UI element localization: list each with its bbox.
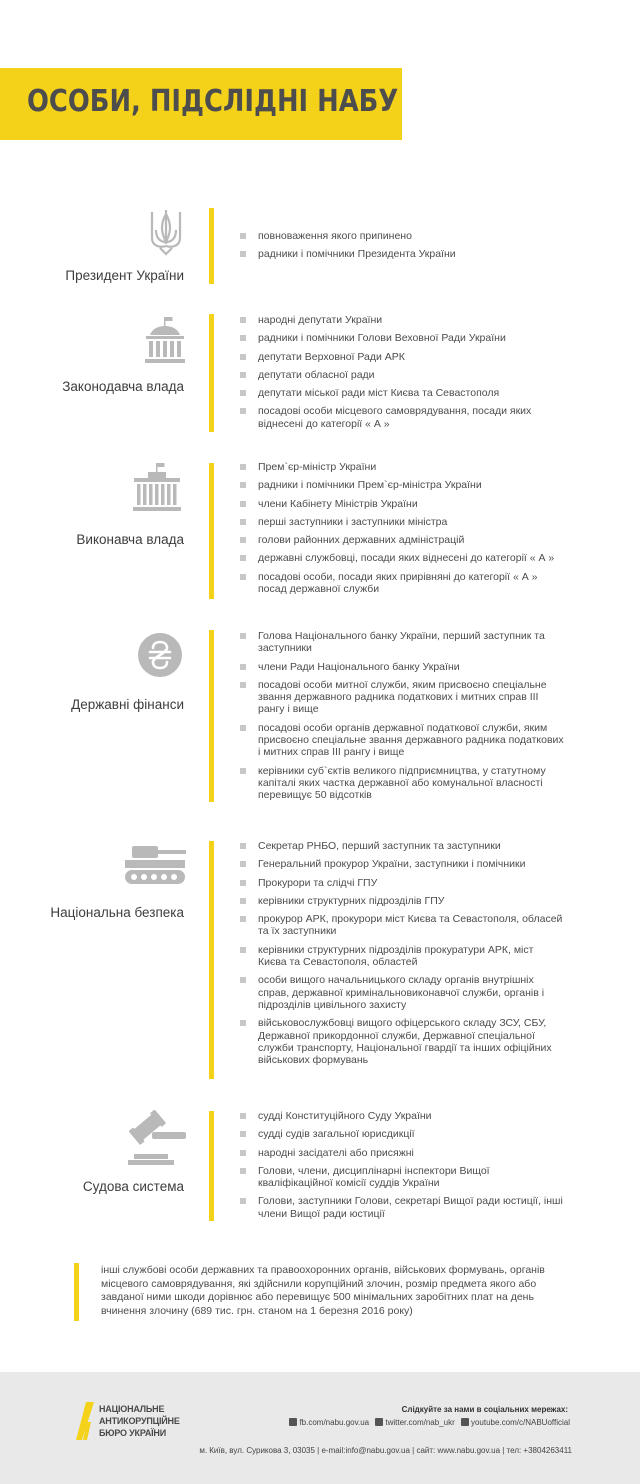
section-label: Законодавча влада [62,379,184,394]
logo-text-line: НАЦІОНАЛЬНЕ [99,1404,165,1414]
section-label: Виконавча влада [76,532,184,547]
section-label: Національна безпека [50,905,184,920]
list-item: керівники структурних підрозділів прокуратури АРК, міст Києва та Севастополя, областей [240,944,564,969]
list-item: посадові особи митної служби, яким присвоєно спеціальне звання державного радника податкових і митних справ ІІІ рангу і вище [240,679,564,716]
list-item: судді Конституційного Суду України [240,1110,564,1122]
social-title: Слідкуйте за нами в соціальних мережах: [401,1405,568,1414]
page-title: ОСОБИ, ПІДСЛІДНІ НАБУ [27,84,399,119]
hryvnia-coin-icon [138,633,182,677]
section-accent-bar [209,208,214,284]
list-item: Прокурори та слідчі ГПУ [240,877,564,889]
note-accent-bar [74,1263,79,1321]
footer [0,1372,640,1484]
trident-icon [148,208,184,256]
section-accent-bar [209,630,214,802]
gavel-icon [126,1110,188,1166]
list-item: голови районних державних адміністрацій [240,534,564,546]
list-item: державні службовці, посади яких віднесені до категорії « А » [240,552,564,564]
list-item: Голови, заступники Голови, секретарі Вищої ради юстиції, інші члени Вищої ради юстиції [240,1195,564,1220]
section-items [240,840,564,1066]
list-item: члени Ради Національного банку України [240,661,564,673]
list-item: депутати міської ради міст Києва та Севастополя [240,387,564,399]
section-items [240,461,564,595]
government-building-icon [132,463,182,515]
list-item: члени Кабінету Міністрів України [240,498,564,510]
list-item: посадові особи місцевого самоврядування, посади яких віднесені до категорії « А » [240,405,564,430]
list-item: депутати Верховної Ради АРК [240,351,564,363]
twitter-link[interactable]: twitter.com/nab_ukr [385,1418,455,1427]
list-item: радники і помічники Голови Веховної Ради України [240,332,564,344]
tank-icon [122,844,188,886]
list-item: Генеральний прокурор України, заступники і помічники [240,858,564,870]
list-item: Голова Національного банку України, перший заступник та заступники [240,630,564,655]
list-item: особи вищого начальницького складу органів внутрішніх справ, державної кримінальновиконавчої служби, органів і підрозділів цивільного захисту [240,974,564,1011]
list-item: військовослужбовці вищого офіцерського складу ЗСУ, СБУ, Державної прикордонної служби, Державної спеціальної служби транспорту, Національної гвардії та інших офіційних військових формувань [240,1017,564,1066]
list-item: радники і помічники Прем`єр-міністра України [240,479,564,491]
list-item: посадові особи органів державної податкової служби, яким присвоєно спеціальне звання державного радника податкових і митних справ ІІІ рангу і вище [240,722,564,759]
youtube-icon [461,1418,469,1426]
list-item: депутати обласної ради [240,369,564,381]
list-item: прокурор АРК, прокурори міст Києва та Севастополя, обласей та їх заступники [240,913,564,938]
section-accent-bar [209,1111,214,1221]
parliament-building-icon [144,317,186,365]
section-label: Державні фінанси [71,697,184,712]
section-items [240,230,564,261]
list-item: перші заступники і заступники міністра [240,516,564,528]
list-item: керівники структурних підрозділів ГПУ [240,895,564,907]
list-item: народні засідателі або присяжні [240,1147,564,1159]
nabu-logo-icon [76,1402,94,1440]
section-accent-bar [209,463,214,599]
note-text: інші службові особи державних та правоохоронних органів, військових формувань, органів місцевого самоврядування, які здійснили корупційний злочин, розмір предмета якого або завданої ними шкоди дорівнює або перевищує 500 мінімальних заробітних плат на день вчинення злочину (689 тис. грн. станом на 1 березня 2016 року) [101,1264,545,1317]
list-item: повноваження якого припинено [240,230,564,242]
youtube-link[interactable]: youtube.com/c/NABUofficial [470,1418,570,1427]
list-item: судді судів загальної юрисдикції [240,1128,564,1140]
section-accent-bar [209,841,214,1079]
logo-text-line: АНТИКОРУПЦІЙНЕ [99,1416,180,1426]
list-item: Секретар РНБО, перший заступник та заступники [240,840,564,852]
facebook-link[interactable]: fb.com/nabu.gov.ua [299,1418,370,1427]
section-items [240,1110,564,1220]
section-items [240,314,564,430]
list-item: радники і помічники Президента України [240,248,564,260]
section-accent-bar [209,314,214,432]
list-item: керівники суб`єктів великого підприємництва, у статутному капіталі яких частка державної або комунальної власності перевищує 50 відсотків [240,765,564,802]
facebook-icon [289,1418,297,1426]
list-item: Прем`єр-міністр України [240,461,564,473]
contacts-line: м. Київ, вул. Сурикова 3, 03035 | e-mail:info@nabu.gov.ua | сайт: www.nabu.gov.ua | тел: +3804263411 [199,1446,572,1455]
list-item: народні депутати України [240,314,564,326]
section-label: Президент України [65,268,184,283]
social-links [285,1418,570,1427]
twitter-icon [375,1418,383,1426]
list-item: посадові особи, посади яких прирівняні до категорії « А » посад державної служби [240,571,564,596]
section-items [240,630,564,802]
list-item: Голови, члени, дисциплінарні інспектори Вищої кваліфікаційної комісії суддів України [240,1165,564,1190]
section-label: Судова система [82,1179,184,1194]
logo-text-line: БЮРО УКРАЇНИ [99,1428,166,1438]
